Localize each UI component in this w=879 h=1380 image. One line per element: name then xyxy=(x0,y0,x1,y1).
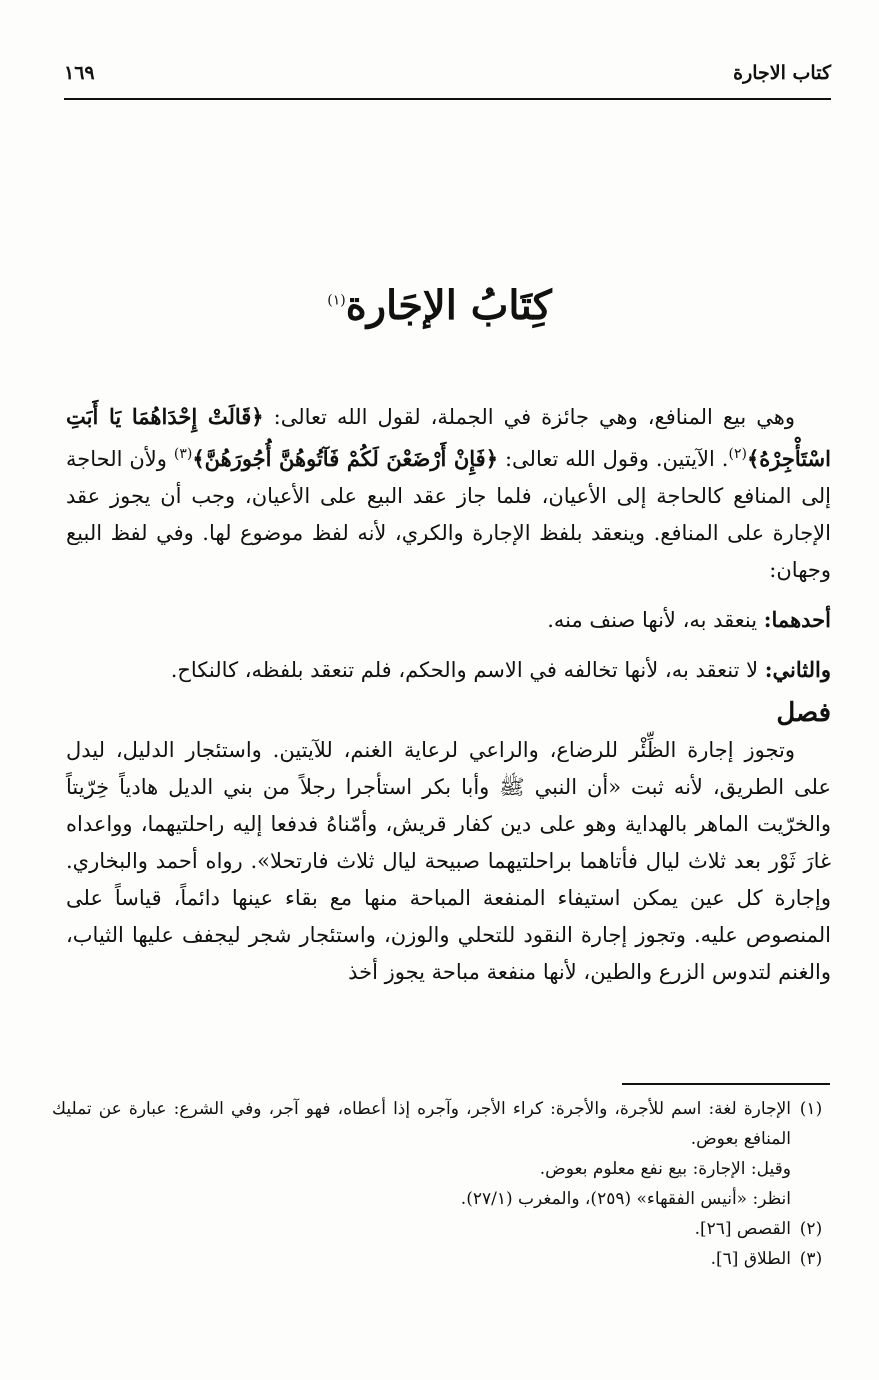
chapter-title xyxy=(0,282,879,329)
footnote-mark-3: (٣) xyxy=(173,446,193,462)
chapter-title-text: كِتَابُ الإجَارة xyxy=(345,282,552,329)
chapter-footnote-mark: (١) xyxy=(327,292,346,309)
footnote-number: (٣) xyxy=(799,1249,823,1269)
footnote-number: (٢) xyxy=(799,1219,823,1239)
footnote-divider xyxy=(622,1083,830,1085)
first-view-label: أحدهما: xyxy=(763,607,831,632)
second-view-label: والثاني: xyxy=(764,657,831,682)
footnote-3 xyxy=(52,1244,831,1274)
footnote-text: الإجارة لغة: اسم للأجرة، والأجرة: كراء الأجر، وآجره إذا أعطاه، فهو آجر، وفي الشرع: عبارة عن تمليك المنافع بعوض. xyxy=(52,1099,791,1149)
section-paragraph: وتجوز إجارة الظِّئْر للرضاع، والراعي لرعاية الغنم، للآيتين. واستئجار الدليل، ليدل على الطريق، لأنه ثبت «أن النبي ﷺ وأبا بكر استأجرا رجلاً من بني الديل هادياً خِرّيتاً والخرّيت الماهر بالهداية وهو على دين كفار قريش، وأمّناهُ فدفعا إليه راحلتيهما، وواعداه غارَ ثَوْر بعد ثلاث ليال فأتاهما براحلتيهما صبيحة ليال ثلاث فارتحلا». رواه أحمد والبخاري. وإجارة كل عين يمكن استيفاء المنفعة المباحة منها مع بقاء عينها دائماً، قياساً على المنصوص عليه. وتجوز إجارة النقود للتحلي والوزن، واستئجار شجر ليجفف عليها الثياب، والغنم لتدوس الزرع والطين، لأنها منفعة مباحة يجوز أخذ xyxy=(66,738,831,984)
intro-text-a: وهي بيع المنافع، وهي جائزة في الجملة، لقول الله تعالى: xyxy=(263,405,795,429)
footnote-2 xyxy=(52,1214,831,1244)
page-number: ١٦٩ xyxy=(64,62,95,84)
footnote-text: القصص [٢٦]. xyxy=(694,1219,791,1239)
paragraph-second-view xyxy=(66,651,831,689)
intro-text-b: . الآيتين. وقول الله تعالى: xyxy=(498,447,729,471)
running-title: كتاب الاجارة xyxy=(733,62,831,84)
footnote-mark-2: (٢) xyxy=(728,446,747,462)
footnote-1-line-3: انظر: «أنيس الفقهاء» (٢٥٩)، والمغرب (٢٧/١). xyxy=(460,1189,791,1209)
second-view-text: لا تنعقد به، لأنها تخالفه في الاسم والحكم، فلم تنعقد بلفظه، كالنكاح. xyxy=(170,658,765,682)
quran-quote-1: ﴿قَالَتْ إِحْدَاهُمَا يَا أَبَتِ اسْتَأْجِرْهُ﴾ xyxy=(66,404,831,471)
main-text xyxy=(66,398,831,991)
section-heading: فصل xyxy=(776,698,831,728)
footnote-1 xyxy=(52,1094,831,1154)
quran-quote-2: ﴿فَإِنْ أَرْضَعْنَ لَكُمْ فَآتُوهُنَّ أُجُورَهُنَّ﴾ xyxy=(192,446,499,471)
footnotes xyxy=(52,1094,831,1274)
first-view-text: ينعقد به، لأنها صنف منه. xyxy=(547,608,764,632)
footnote-1-line-2: وقيل: الإجارة: بيع نفع معلوم بعوض. xyxy=(539,1159,791,1179)
paragraph-intro xyxy=(66,398,831,589)
intro-text-c: ولأن الحاجة إلى المنافع كالحاجة إلى الأعيان، فلما جاز عقد البيع على الأعيان، وجب أن يجوز عقد الإجارة على المنافع. وينعقد بلفظ الإجارة والكري، لأنه لفظ موضوع لها. وفي لفظ البيع وجهان: xyxy=(66,447,831,582)
footnote-text: الطلاق [٦]. xyxy=(710,1249,791,1269)
paragraph-first-view xyxy=(66,601,831,639)
page-header xyxy=(64,58,831,100)
footnote-number: (١) xyxy=(799,1099,823,1119)
